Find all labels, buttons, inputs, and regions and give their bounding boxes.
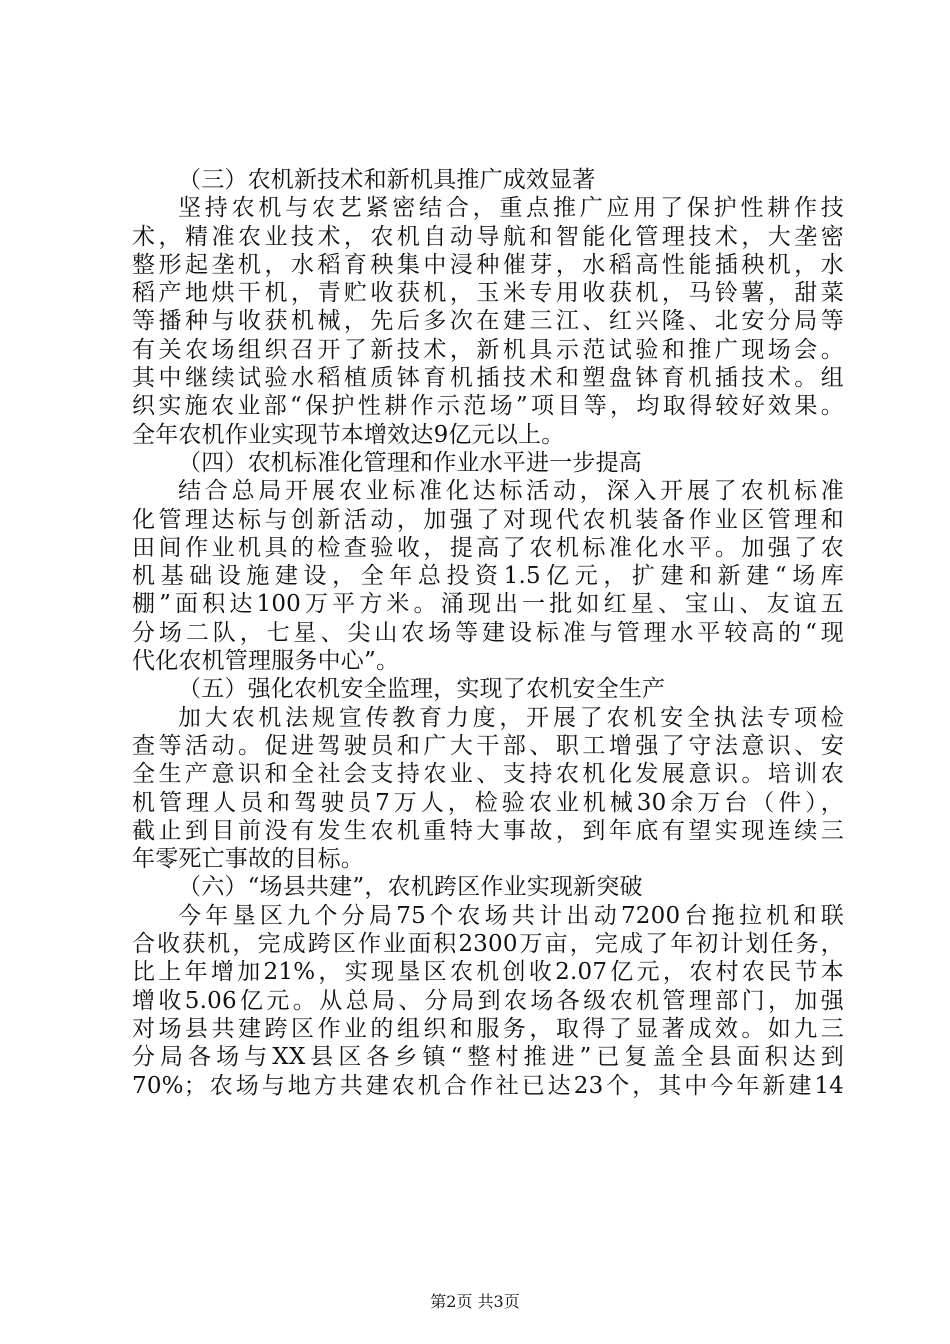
paragraph-line: 机基础设施建设，全年总投资1.5亿元，扩建和新建“场库 [132,563,844,590]
paragraph-line: 今年垦区九个分局75个农场共计出动7200台拖拉机和联 [178,902,844,929]
paragraph-line: 全年农机作业实现节本增效达9亿元以上。 [132,421,565,448]
paragraph-line: 等播种与收获机械，先后多次在建三江、红兴隆、北安分局等 [132,308,844,335]
paragraph-line: 70%；农场与地方共建农机合作社已达23个，其中今年新建14 [132,1072,844,1099]
section-heading: （四）农机标准化管理和作业水平进一步提高 [178,449,642,476]
paragraph-line: 化管理达标与创新活动，加强了对现代农机装备作业区管理和 [132,506,844,533]
paragraph-line: 全生产意识和全社会支持农业、支持农机化发展意识。培训农 [132,761,844,788]
paragraph-line: 年零死亡事故的目标。 [132,846,364,873]
paragraph-line: 棚”面积达100万平方米。涌现出一批如红星、宝山、友谊五 [132,591,844,618]
paragraph-line: 代化农机管理服务中心”。 [132,648,400,675]
paragraph-line: 其中继续试验水稻植质钵育机插技术和塑盘钵育机插技术。组 [132,365,844,392]
paragraph-line: 机管理人员和驾驶员7万人，检验农业机械30余万台（件）， [132,789,844,816]
page-footer: 第2页 共3页 [430,1292,520,1311]
paragraph-line: 比上年增加21%，实现垦区农机创收2.07亿元，农村农民节本 [132,959,844,986]
paragraph-line: 整形起垄机，水稻育秧集中浸种催芽，水稻高性能插秧机，水 [132,251,844,278]
section-heading: （三）农机新技术和新机具推广成效显著 [178,167,596,193]
paragraph-line: 田间作业机具的检查验收，提高了农机标准化水平。加强了农 [132,534,844,561]
paragraph-line: 对场县共建跨区作业的组织和服务，取得了显著成效。如九三 [132,1015,844,1042]
paragraph-line: 术，精准农业技术，农机自动导航和智能化管理技术，大垄密 [132,223,844,250]
document-body [132,166,844,1100]
paragraph-line: 结合总局开展农业标准化达标活动，深入开展了农机标准 [178,478,844,505]
paragraph-line: 加大农机法规宣传教育力度，开展了农机安全执法专项检 [178,704,844,731]
paragraph-line: 合收获机，完成跨区作业面积2300万亩，完成了年初计划任务， [132,931,844,958]
paragraph-line: 稻产地烘干机，青贮收获机，玉米专用收获机，马铃薯，甜菜 [132,280,844,307]
paragraph-line: 分局各场与XX县区各乡镇“整村推进”已复盖全县面积达到 [132,1044,844,1071]
paragraph-line: 织实施农业部“保护性耕作示范场”项目等，均取得较好效果。 [132,393,844,420]
section-heading: （五）强化农机安全监理，实现了农机安全生产 [178,676,666,703]
paragraph-line: 分场二队，七星、尖山农场等建设标准与管理水平较高的“现 [132,619,844,646]
paragraph-line: 截止到目前没有发生农机重特大事故，到年底有望实现连续三 [132,817,844,844]
paragraph-line: 有关农场组织召开了新技术，新机具示范试验和推广现场会。 [132,336,844,363]
section-heading: （六）“场县共建”，农机跨区作业实现新突破 [178,874,643,901]
paragraph-line: 增收5.06亿元。从总局、分局到农场各级农机管理部门，加强 [132,987,844,1014]
paragraph-line: 坚持农机与农艺紧密结合，重点推广应用了保护性耕作技 [178,195,844,222]
paragraph-line: 查等活动。促进驾驶员和广大干部、职工增强了守法意识、安 [132,732,844,759]
